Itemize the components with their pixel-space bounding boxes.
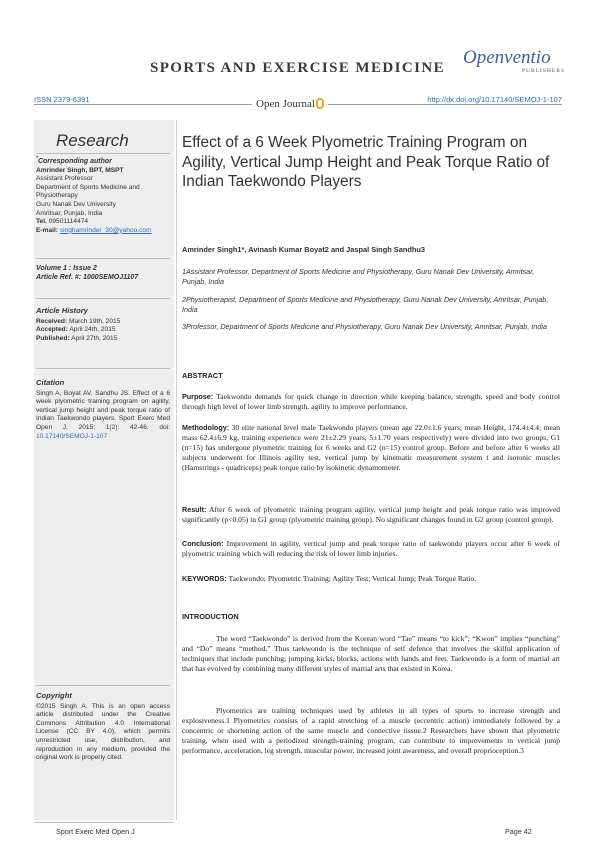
article-ref: Article Ref. #: 1000SEMOJ1107 [36, 273, 139, 281]
footer-rule [34, 822, 174, 823]
citation-title: Citation [36, 378, 65, 387]
received: Received: March 19th, 2015 [36, 317, 121, 325]
accepted: Accepted: April 24th, 2015 [36, 326, 116, 334]
citation-doi-link[interactable]: 10.17140/SEMOJ-1-107 [36, 432, 108, 440]
section-label: Research [56, 131, 129, 150]
sidebar-rule [36, 368, 170, 369]
corr-dept: Department of Sports Medicine and Physiotherapy [36, 183, 140, 200]
logo-sub: PUBLISHERS [521, 68, 565, 74]
sidebar-rule [36, 153, 170, 154]
affiliation-3: 3Professor, Department of Sports Medicine and Physiotherapy, Guru Nanak Dev University, Amritsar, Punjab, India [182, 322, 547, 331]
abstract-methodology: Methodology: 30 elite national level male Taekwondo players (mean age 22.0±1.6 years; mean Height, 174.4±4.4; mean mass 62.4±6.9 kg, training experience were 21±2.29 years, 5±1.70 years respectively) were divided into two groups, G1 (n=15) has undergone plyometric training for 6 weeks and G2 (n=15) control group. Before and before after 6 weeks all subjects underwent for Illinois agility test, vertical jump by kinematic measurement system t and isotonic muscles (Hamstrings - quadriceps) peak torque ratio by isokinetic dynamometer. [182, 423, 560, 473]
intro-paragraph-1: The word “Taekwondo” is derived from the Korean word “Tae” means “to kick”; “Kwon” implies “punching” and “Do” means “method.” Thus taekwondo is the technique of self defence that involves the skilful application of techniques that include punching; jumping kicks, blocks, actions with hands and feet. Taekwondo is a form of martial art that has evolved by combining many different styles of martial arts that existed in Korea. [182, 634, 560, 674]
history-title: Article History [36, 306, 88, 315]
corr-role: Assistant Professor [36, 175, 93, 183]
affiliation-1: 1Assistant Professor, Department of Sports Medicine and Physiotherapy, Guru Nanak Dev University, Amritsar, Punjab, India [182, 267, 535, 286]
volume: Volume 1 : Issue 2 [36, 265, 97, 272]
copyright-title: Copyright [36, 691, 72, 700]
citation-block [36, 379, 170, 441]
email-link[interactable]: singhamrinder_30@yahoo.com [59, 226, 152, 234]
corresponding-author-block [36, 155, 170, 235]
footer-journal: Sport Exerc Med Open J [56, 827, 135, 836]
sidebar-divider [176, 120, 177, 820]
citation-text: Singh A, Boyat AV, Sandhu JS. Effect of a 6 week plyometric training program on agility, vertical jump height and peak torque ratio of Indian Taekwondo players. Sport Exerc Med Open J. 2015; 1(2): 42-46. doi: [36, 389, 170, 431]
journal-title: SPORTS AND EXERCISE MEDICINE [150, 60, 445, 76]
open-access-lock-icon [316, 98, 324, 109]
keywords: KEYWORDS: Taekwondo; Plyometric Training; Agility Test; Vertical Jump; Peak Torque Ratio. [182, 574, 477, 583]
sidebar-rule [36, 685, 170, 686]
sidebar-rule [36, 258, 170, 259]
published: Published: April 27th, 2015 [36, 334, 118, 342]
footer-page-number: Page 42 [505, 827, 532, 836]
corr-univ: Guru Nanak Dev University [36, 200, 116, 208]
doi-link[interactable]: http://dx.doi.org/10.17140/SEMOJ-1-107 [427, 95, 562, 104]
open-journal-label: Open Journal [256, 98, 315, 110]
abstract-heading: ABSTRACT [182, 371, 223, 380]
publisher-logo [463, 48, 573, 84]
copyright-block [36, 692, 170, 763]
copyright-text: ©2015 Singh A. This is an open access article distributed under the Creative Commons Attribution 4.0 International License (CC BY 4.0), which permits unrestricted use, distribution, and reproduction in any medium, provided the original work is properly cited. [36, 702, 170, 762]
volume-block [36, 265, 170, 282]
open-journal-badge [252, 98, 328, 110]
intro-paragraph-2: Plyometrics are training techniques used by athletes in all types of sports to increase strength and explosiveness.1 Plyometrics consists of a rapid stretching of a muscle (eccentric action) immediately followed by a concentric or shortening action of the same muscle and connective tissue.2 Researchers have shown that plyometric training, when used with a periodized strength-training program, can contribute to improvements in vertical jump performance, acceleration, leg strength, muscular power, increased joint awareness, and overall proprioception.3 [182, 706, 560, 756]
issn: ISSN 2379-6391 [34, 95, 90, 104]
corr-email: E-mail: singhamrinder_30@yahoo.com [36, 226, 152, 234]
corr-title: *Corresponding author [36, 155, 112, 165]
author-list: Amrinder Singh1*, Avinash Kumar Boyat2 and Jaspal Singh Sandhu3 [182, 245, 425, 254]
paper-title: Effect of a 6 Week Plyometric Training Program on Agility, Vertical Jump Height and Peak Torque Ratio of Indian Taekwondo Players [182, 134, 550, 190]
corr-name: Amrinder Singh, BPT, MSPT [36, 166, 124, 174]
article-history-block [36, 307, 170, 343]
logo-word: Openventio [463, 47, 551, 68]
sidebar-rule [36, 298, 170, 299]
corr-tel: Tel. 09501114474 [36, 218, 89, 226]
affiliation-2: 2Physiotherapist, Department of Sports Medicine and Physiotherapy, Guru Nanak Dev University, Amritsar, Punjab, India [182, 295, 549, 314]
corr-city: Amritsar, Punjab, India [36, 209, 103, 217]
introduction-heading: INTRODUCTION [182, 612, 239, 621]
abstract-purpose: Purpose: Taekwondo demands for quick change in direction while keeping balance, strength, speed and body control through high level of lower limb strength, agility to improve performance. [182, 392, 560, 412]
abstract-conclusion: Conclusion: Improvement in agility, vertical jump and peak torque ratio of taekwondo players occur after 6 week of plyometric training which will reducing the risk of lower limb injuries. [182, 539, 560, 559]
abstract-result: Result: After 6 week of plyometric training program agility, vertical jump height and peak torque ratio was improved significantly (p<0.05) in G1 group (plyometric training group). No significant changes found in G2 group (control group). [182, 505, 560, 525]
